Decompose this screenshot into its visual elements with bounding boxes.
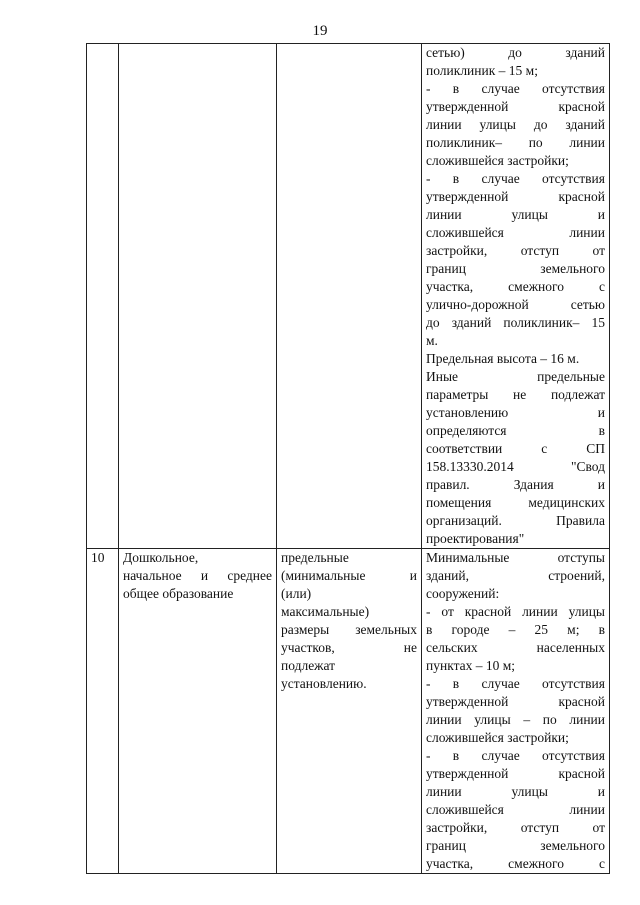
- requirements-text: [426, 549, 605, 873]
- text-line: максимальные): [281, 604, 370, 619]
- text-line: до зданий поликлиник– 15: [426, 315, 605, 330]
- text-line: сельских населенных: [426, 640, 605, 655]
- row-number-cell: [87, 44, 119, 549]
- requirements-text: [426, 44, 605, 548]
- text-line: застройки, отступ от: [426, 243, 605, 258]
- text-line: зданий, строений,: [426, 568, 605, 583]
- text-line: сложившейся линии: [426, 802, 605, 817]
- text-line: установлению и: [426, 405, 605, 420]
- text-line: начальное и среднее: [123, 568, 272, 583]
- text-line: сложившейся застройки;: [426, 730, 569, 745]
- text-line: сетью) до зданий: [426, 45, 605, 60]
- requirements-cell: [422, 549, 610, 874]
- text-line: параметры не подлежат: [426, 387, 605, 402]
- text-line: - в случае отсутствия: [426, 81, 605, 96]
- parameters-cell: [277, 549, 422, 874]
- text-line: участка, смежного с: [426, 856, 605, 871]
- text-line: пунктах – 10 м;: [426, 658, 516, 673]
- page-number: 19: [312, 23, 328, 39]
- text-line: линии улицы – по линии: [426, 712, 605, 727]
- text-line: общее образование: [123, 586, 234, 601]
- text-line: Дошкольное,: [123, 550, 199, 565]
- land-use-name-cell: [119, 549, 277, 874]
- text-line: утвержденной красной: [426, 99, 605, 114]
- text-line: участка, смежного с: [426, 279, 605, 294]
- text-line: м.: [426, 333, 438, 348]
- text-line: - в случае отсутствия: [426, 748, 605, 763]
- table-row: [87, 44, 610, 549]
- text-line: участков, не: [281, 640, 417, 655]
- text-line: границ земельного: [426, 261, 605, 276]
- text-line: улично-дорожной сетью: [426, 297, 605, 312]
- text-line: Предельная высота – 16 м.: [426, 351, 580, 366]
- land-use-name-text: [123, 549, 272, 603]
- text-line: 158.13330.2014 "Свод: [426, 459, 605, 474]
- text-line: - в случае отсутствия: [426, 676, 605, 691]
- parameters-text: [281, 549, 417, 693]
- text-line: помещения медицинских: [426, 495, 605, 510]
- text-line: Иные предельные: [426, 369, 605, 384]
- text-line: линии улицы и: [426, 784, 605, 799]
- text-line: (или): [281, 586, 312, 601]
- text-line: (минимальные и: [281, 568, 417, 583]
- parameters-cell: [277, 44, 422, 549]
- text-line: правил. Здания и: [426, 477, 605, 492]
- text-line: утвержденной красной: [426, 766, 605, 781]
- text-line: поликлиник– по линии: [426, 135, 605, 150]
- text-line: соответствии с СП: [426, 441, 605, 456]
- text-line: застройки, отступ от: [426, 820, 605, 835]
- text-line: утвержденной красной: [426, 694, 605, 709]
- text-line: поликлиник – 15 м;: [426, 63, 538, 78]
- row-number-cell: 10: [87, 549, 119, 874]
- text-line: в городе – 25 м; в: [426, 622, 605, 637]
- text-line: проектирования": [426, 531, 525, 546]
- text-line: линии улицы до зданий: [426, 117, 605, 132]
- text-line: - от красной линии улицы: [426, 604, 605, 619]
- text-line: определяются в: [426, 423, 605, 438]
- text-line: Минимальные отступы: [426, 550, 605, 565]
- land-use-name-cell: [119, 44, 277, 549]
- text-line: утвержденной красной: [426, 189, 605, 204]
- regulations-table: [86, 43, 610, 874]
- text-line: - в случае отсутствия: [426, 171, 605, 186]
- table-row: [87, 549, 610, 874]
- text-line: установлению.: [281, 676, 367, 691]
- text-line: размеры земельных: [281, 622, 417, 637]
- text-line: организаций. Правила: [426, 513, 605, 528]
- text-line: границ земельного: [426, 838, 605, 853]
- text-line: сооружений:: [426, 586, 500, 601]
- text-line: сложившейся линии: [426, 225, 605, 240]
- requirements-cell: [422, 44, 610, 549]
- text-line: сложившейся застройки;: [426, 153, 569, 168]
- text-line: подлежат: [281, 658, 336, 673]
- text-line: линии улицы и: [426, 207, 605, 222]
- text-line: предельные: [281, 550, 349, 565]
